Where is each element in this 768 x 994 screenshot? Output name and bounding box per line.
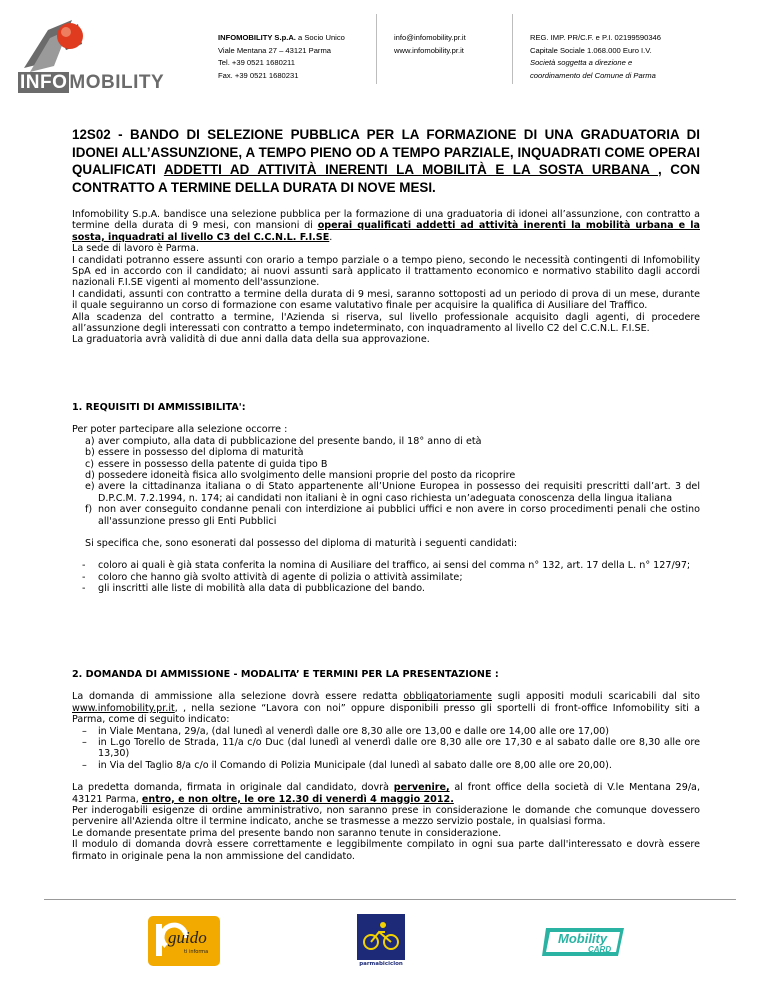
intro-paragraph-5: Alla scadenza del contratto a termine, l'Azienda si riserva, sul livello professionale acquisito dagli agenti, di procedere all’assunzione degli interessati con contratto a tempo indeterminato, con inquadramento al livello C2 del C.C.N.L. F.I.SE. <box>72 311 700 335</box>
logo-text-mobility: MOBILITY <box>69 72 165 93</box>
list-item-text: coloro ai quali è già stata conferita la nomina di Ausiliare del traffico, ai sensi del comma n° 132, art. 17 della L. n° 127/97; <box>98 560 691 572</box>
app-p2-text: La predetta domanda, firmata in originale dal candidato, dovrà <box>72 782 394 794</box>
guido-text: guido <box>168 928 207 947</box>
list-item-text: possedere idoneità fisica allo svolgimento delle mansioni proprie del posto da ricoprire <box>98 470 516 482</box>
intro-p1-end: . <box>329 231 333 243</box>
list-item-text: avere la cittadinanza italiana o di Stato appartenente all’Unione Europea in possesso dei requisiti prescritti dall’art. 3 del D.P.C.M. 7.2.1994, n. 174; ai candidati non italiani è in ogni caso richiesta un’adeguata conoscenza della lingua italiana <box>98 481 700 504</box>
company-suffix: a Socio Unico <box>295 33 345 42</box>
intro-paragraph-4: I candidati, assunti con contratto a termine della durata di 9 mesi, saranno sottoposti ad un periodo di prova di un mese, durante il quale seguiranno un corso di formazione con esame valutativo finale per acquisire la qualifica di Ausiliare del Traffico. <box>72 288 700 312</box>
list-item <box>72 760 700 771</box>
list-marker: – <box>82 737 87 749</box>
list-item <box>72 560 700 571</box>
app-p1-mandatory: obbligatoriamente <box>403 691 492 703</box>
title-part-2: , CON CONTRATTO A TERMINE DELLA DURATA DI NOVE MESI. <box>72 162 700 195</box>
company-address: Viale Mentana 27 – 43121 Parma <box>218 45 332 55</box>
footer-divider <box>44 899 736 900</box>
app-p1-text-3: , , nella sezione “Lavora con noi” oppure disponibili presso gli sportelli di front-office Infomobility siti a Parma, come di seguito indicato: <box>72 702 700 726</box>
parmabiciclon-logo <box>357 914 405 970</box>
app-p1-text: La domanda di ammissione alla selezione dovrà essere redatta <box>72 691 404 703</box>
list-item-text: gli inscritti alle liste di mobilità alla data di pubblicazione del bando. <box>98 583 425 595</box>
registry-number: REG. IMP. PR/C.F. e P.I. 02199590346 <box>530 33 661 42</box>
company-info <box>218 32 345 82</box>
list-marker: – <box>82 759 87 771</box>
guido-subtext: ti informa <box>184 949 209 955</box>
list-marker: f) <box>85 504 93 516</box>
list-item-text: in L.go Torello de Strada, 11/a c/o Duc (dal lunedì al venerdì dalle ore 8,30 alle ore 17,30 e al sabato dalle ore 8,30 alle ore 13,30) <box>98 737 700 760</box>
list-item <box>72 737 700 760</box>
intro-paragraph-1 <box>72 209 700 243</box>
infomobility-logo <box>18 14 188 94</box>
intro-p1-emphasis: operai qualificati addetti ad attività inerenti la mobilità urbana e la sosta, inquadrati al livello C3 del C.C.N.L. F.I.SE <box>72 220 700 243</box>
logo-text-info: INFO <box>20 72 68 93</box>
list-item <box>72 572 700 583</box>
list-item <box>72 436 700 447</box>
header-divider-1 <box>376 14 377 84</box>
list-item <box>72 504 700 527</box>
intro-paragraph-3: I candidati potranno essere assunti con orario a tempo parziale o a tempo pieno, secondo le necessità contingenti di Infomobility SpA ed in accordo con il candidato; ai nuovi assunti sarà applicato il trattamento economico e normativo stabilito dagli accordi nazionali F.I.SE vigenti al momento dell'assunzione. <box>72 254 700 289</box>
list-marker: e) <box>85 481 95 493</box>
application-paragraph-4: Le domande presentate prima del presente bando non saranno tenute in considerazione. <box>72 827 502 839</box>
title-part-1: 12S02 - BANDO DI SELEZIONE PUBBLICA PER LA FORMAZIONE DI UNA GRADUATORIA DI IDONEI ALL’ASSUNZIONE, A TEMPO PIENO OD A TEMPO PARZIALE, INQUADRATI COME OPERAI QUALIFICATI <box>72 127 700 177</box>
company-website: www.infomobility.pr.it <box>394 45 464 55</box>
parmabiciclon-logo-graphic <box>357 914 405 960</box>
list-marker: a) <box>85 435 95 447</box>
company-name: INFOMOBILITY S.p.A. <box>218 33 296 42</box>
contact-info <box>394 32 466 57</box>
list-item <box>72 447 700 458</box>
deadline: entro, e non oltre, le ore 12.30 di venerdì 4 maggio 2012. <box>141 793 454 805</box>
intro-paragraph-6: La graduatoria avrà validità di due anni dalla data della sua approvazione. <box>72 334 430 346</box>
offices-list <box>72 726 700 772</box>
list-item-text: essere in possesso della patente di guida tipo B <box>98 458 328 470</box>
app-p1-text-2: sugli appositi moduli scaricabili dal sito <box>491 691 700 703</box>
section-application <box>72 669 700 862</box>
app-p2-arrive: pervenire, <box>393 782 450 794</box>
intro-p1-text: Infomobility S.p.A. bandisce una selezione pubblica per la formazione di una graduatoria di idonei all’assunzione, con contratto a termine della durata di 9 mesi, con mansioni di <box>72 209 700 232</box>
section-1-heading: 1. REQUISITI DI AMMISSIBILITA': <box>72 402 246 413</box>
list-item <box>72 481 700 504</box>
mobility-card-logo <box>540 922 628 962</box>
company-fax: Fax. +39 0521 1680231 <box>218 70 299 80</box>
list-marker: b) <box>85 447 95 459</box>
requirements-list <box>72 436 700 527</box>
list-marker: - <box>82 571 86 583</box>
list-marker: - <box>82 583 86 595</box>
website-link[interactable]: www.infomobility.pr.it <box>72 702 175 714</box>
title-underlined: ADDETTI AD ATTIVITÀ INERENTI LA MOBILITÀ E LA SOSTA URBANA <box>163 162 658 177</box>
parmabiciclon-text: parmabiciclon <box>359 961 403 967</box>
list-item <box>72 583 700 594</box>
requirements-lead: Per poter partecipare alla selezione occorre : <box>72 424 288 436</box>
list-item <box>72 726 700 737</box>
list-item-text: aver compiuto, alla data di pubblicazione del presente bando, il 18° anno di età <box>98 435 482 447</box>
intro-paragraph-2: La sede di lavoro è Parma. <box>72 243 199 255</box>
section-2-heading: 2. DOMANDA DI AMMISSIONE - MODALITA’ E TERMINI PER LA PRESENTAZIONE : <box>72 669 499 680</box>
company-email: info@infomobility.pr.it <box>394 33 466 42</box>
app-p2-text-2: al front office della società di V.le Mentana 29/a, 43121 Parma, <box>72 782 700 805</box>
company-tel: Tel. +39 0521 1680211 <box>218 58 295 68</box>
list-marker: d) <box>85 470 95 482</box>
registry-info <box>530 32 661 82</box>
share-capital: Capitale Sociale 1.068.000 Euro I.V. <box>530 45 652 55</box>
list-item <box>72 470 700 481</box>
header-divider-2 <box>512 14 513 84</box>
direction-line-2: coordinamento del Comune di Parma <box>530 70 656 80</box>
list-item-text: in Viale Mentana, 29/a, (dal lunedì al venerdì dalle ore 8,30 alle ore 13,00 e dalle ore 14,00 alle ore 17,00) <box>98 725 610 737</box>
card-text: CARD <box>588 945 612 954</box>
list-item-text: coloro che hanno già svolto attività di agente di polizia o attività assimilate; <box>98 571 463 583</box>
exemption-list <box>72 560 700 594</box>
application-paragraph-3: Per inderogabili esigenze di ordine amministrativo, non saranno prese in considerazione le domande che comunque dovessero pervenire all'Azienda oltre il termine indicato, anche se trasmesse a mezzo servizio postale, in qualsiasi forma. <box>72 805 700 828</box>
list-marker: c) <box>85 458 95 470</box>
list-item <box>72 459 700 470</box>
list-marker: – <box>82 725 87 737</box>
application-paragraph-5: Il modulo di domanda dovrà essere correttamente e leggibilmente compilato in ogni sua parte dall'interessato e dovrà essere firmato in originale pena la non ammissione del candidato. <box>72 839 700 862</box>
section-requirements <box>72 402 700 595</box>
document-title <box>72 126 700 196</box>
list-item-text: essere in possesso del diploma di maturità <box>98 447 304 459</box>
mobility-text: Mobility <box>558 931 608 946</box>
list-marker: - <box>82 560 86 572</box>
exemption-lead: Si specifica che, sono esonerati dal possesso del diploma di maturità i seguenti candidati: <box>85 538 518 550</box>
list-item-text: non aver conseguito condanne penali con interdizione ai pubblici uffici e non avere in corso procedimenti penali che ostino all'assunzione presso gli Enti Pubblici <box>98 504 700 527</box>
application-paragraph-2 <box>72 782 700 805</box>
application-paragraph-1 <box>72 691 700 725</box>
guido-logo <box>148 916 220 966</box>
list-item-text: in Via del Taglio 8/a c/o il Comando di Polizia Municipale (dal lunedì al sabato dalle ore 8,00 alle ore 20,00). <box>98 759 612 771</box>
direction-line-1: Società soggetta a direzione e <box>530 58 633 68</box>
intro-section <box>72 209 700 346</box>
